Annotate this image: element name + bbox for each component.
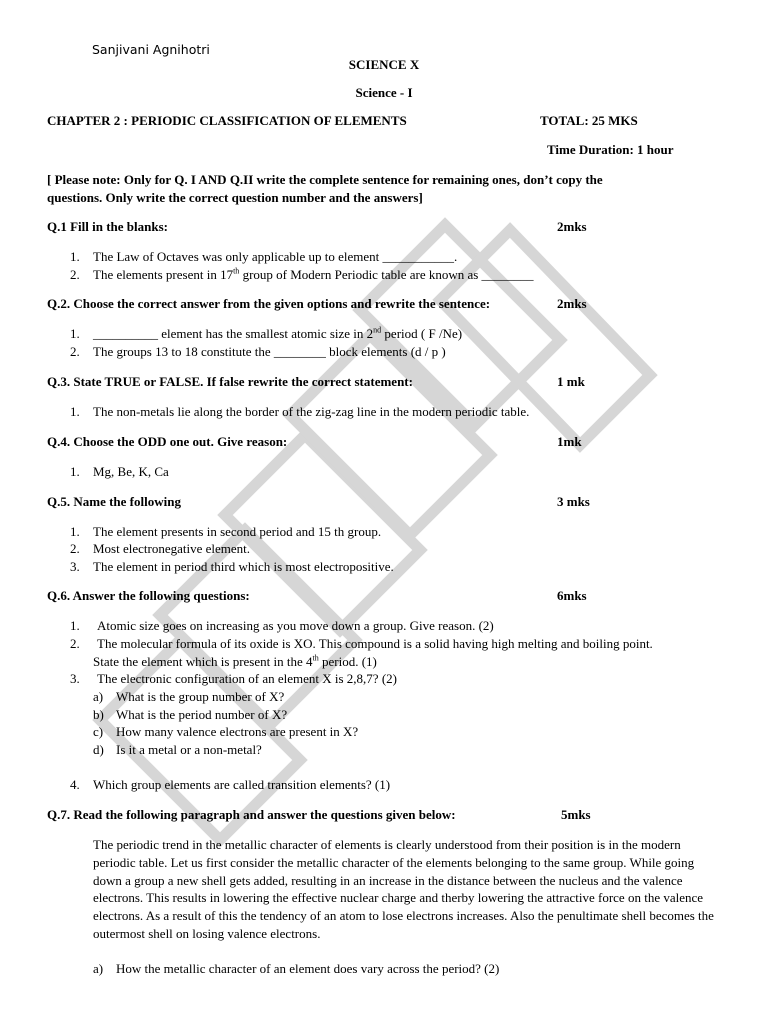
sub-label: c) — [93, 724, 104, 739]
note-line-2: questions. Only write the correct question number and the answers] — [47, 190, 423, 205]
q6-item-2-line-2: State the element which is present in the 4th period. (1) — [93, 653, 377, 669]
q4-marks: 1mk — [557, 434, 582, 449]
q6-item-1: Atomic size goes on increasing as you move down a group. Give reason. (2) — [97, 618, 494, 633]
q1-marks: 2mks — [557, 219, 587, 234]
list-number: 1. — [70, 618, 80, 633]
q2-item-2: The groups 13 to 18 constitute the ________ block elements (d / p ) — [93, 344, 446, 359]
list-number: 2. — [70, 267, 80, 282]
chapter-title: CHAPTER 2 : PERIODIC CLASSIFICATION OF ELEMENTS — [47, 113, 407, 128]
q5-item-3: The element in period third which is most electropositive. — [93, 559, 394, 574]
list-number: 2. — [70, 344, 80, 359]
q6-item-4: Which group elements are called transition elements? (1) — [93, 777, 391, 792]
total-marks: TOTAL: 25 MKS — [540, 113, 638, 128]
list-number: 1. — [70, 326, 80, 341]
author-name: Sanjivani Agnihotri — [92, 42, 210, 57]
q6-item-2-line-1: The molecular formula of its oxide is XO. This compound is a solid having high melting and boiling point. — [97, 636, 653, 651]
q7-marks: 5mks — [561, 807, 591, 822]
note-line-1: [ Please note: Only for Q. I AND Q.II write the complete sentence for remaining ones, don’t copy the — [47, 172, 603, 187]
list-number: 2. — [70, 541, 80, 556]
q2-marks: 2mks — [557, 296, 587, 311]
q5-item-1: The element presents in second period and 15 th group. — [93, 524, 382, 539]
sub-label: a) — [93, 689, 104, 704]
q6-item-3a: What is the group number of X? — [116, 689, 285, 704]
q7-item-a: How the metallic character of an element does vary across the period? (2) — [116, 961, 500, 976]
q4-title: Q.4. Choose the ODD one out. Give reason: — [47, 434, 288, 449]
list-number: 1. — [70, 404, 80, 419]
q6-marks: 6mks — [557, 588, 587, 603]
subject-title: SCIENCE X — [348, 57, 420, 72]
q7-paragraph: The periodic trend in the metallic character of elements is clearly understood from their position is in the modern periodic table. Let us first consider the metallic character of the elements belonging to the same group. While going down a group a new shell gets added, resulting in an increase in the distance between the nucleus and the valence electrons. This results in lowering the effective nuclear charge and therby lowering the attractive force on the valence electrons. As a result of this the tendency of an atom to lose electrons increases. Also the penultimate shell becomes the outermost shell on losing valence electrons. — [93, 837, 714, 941]
q6-title: Q.6. Answer the following questions: — [47, 588, 250, 603]
q6-item-3c: How many valence electrons are present in X? — [116, 724, 359, 739]
paper-title: Science - I — [355, 85, 413, 100]
q5-item-2: Most electronegative element. — [93, 541, 251, 556]
q1-title: Q.1 Fill in the blanks: — [47, 219, 168, 234]
list-number: 1. — [70, 464, 80, 479]
q5-title: Q.5. Name the following — [47, 494, 181, 509]
q4-item-1: Mg, Be, K, Ca — [93, 464, 169, 479]
q5-marks: 3 mks — [557, 494, 590, 509]
list-number: 3. — [70, 559, 80, 574]
q3-marks: 1 mk — [557, 374, 585, 389]
q6-item-3: The electronic configuration of an element X is 2,8,7? (2) — [97, 671, 397, 686]
q7-title: Q.7. Read the following paragraph and answer the questions given below: — [47, 807, 456, 822]
list-number: 1. — [70, 249, 80, 264]
list-number: 1. — [70, 524, 80, 539]
q1-item-2: The elements present in 17th group of Modern Periodic table are known as ________ — [93, 266, 534, 282]
q6-item-3b: What is the period number of X? — [116, 707, 288, 722]
watermark-shape-4 — [290, 335, 490, 535]
list-number: 3. — [70, 671, 80, 686]
q2-item-1: __________ element has the smallest atomic size in 2nd period ( F /Ne) — [93, 325, 463, 341]
sub-label: d) — [93, 742, 104, 757]
sub-label: a) — [93, 961, 104, 976]
q1-item-1: The Law of Octaves was only applicable up to element ___________. — [93, 249, 458, 264]
q3-title: Q.3. State TRUE or FALSE. If false rewrite the correct statement: — [47, 374, 413, 389]
list-number: 4. — [70, 777, 80, 792]
q6-item-3d: Is it a metal or a non-metal? — [116, 742, 262, 757]
time-duration: Time Duration: 1 hour — [547, 142, 674, 157]
list-number: 2. — [70, 636, 80, 651]
q2-title: Q.2. Choose the correct answer from the given options and rewrite the sentence: — [47, 296, 491, 311]
sub-label: b) — [93, 707, 104, 722]
q3-item-1: The non-metals lie along the border of the zig-zag line in the modern periodic table. — [93, 404, 530, 419]
